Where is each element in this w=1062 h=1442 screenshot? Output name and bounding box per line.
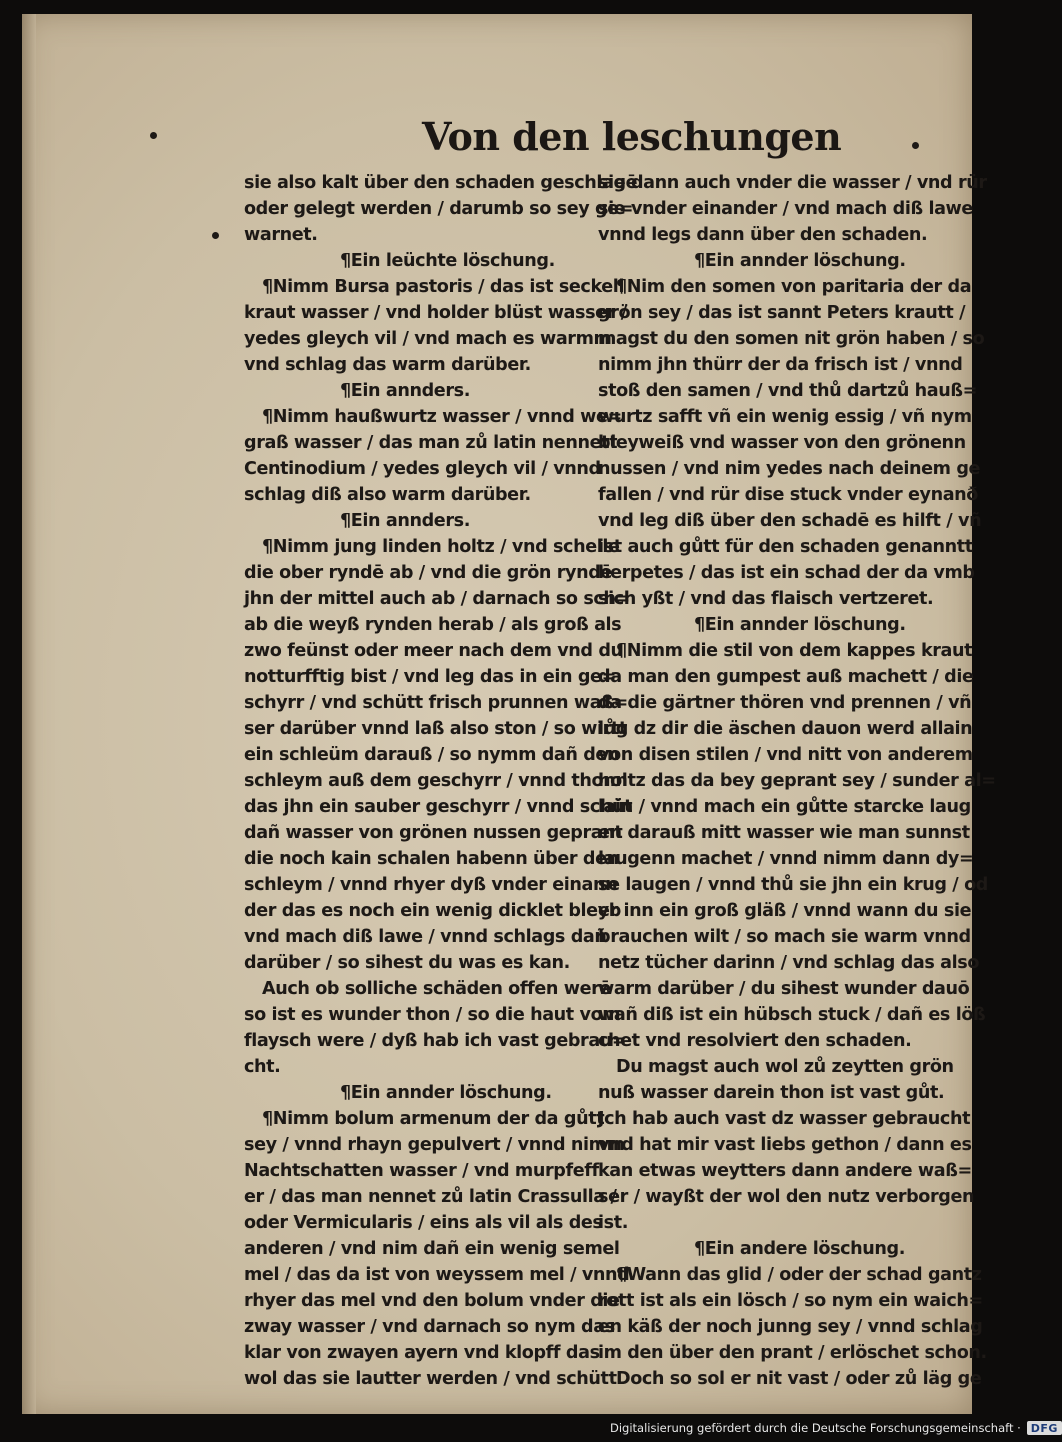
text-line: grön sey / das ist sannt Peters krautt / [598,303,966,323]
text-line: die ober ryndē ab / vnd die grön ryndē [244,563,612,583]
text-line: rott ist als ein lösch / so nym ein waich= [598,1291,983,1311]
text-line: ser darüber vnnd laß also ston / so wirtt [244,719,627,739]
margin-dot [212,232,219,239]
text-line: vnd hat mir vast liebs gethon / dann es [598,1135,972,1155]
text-line: lůg dz dir die äschen dauon werd allain [598,719,973,739]
text-line: kraut wasser / vnd holder blüst wasser / [244,303,627,323]
text-line: darüber / so sihest du was es kan. [244,953,570,973]
text-line: ist auch gůtt für den schaden genanntt [598,537,973,557]
page-gutter-shadow [22,14,36,1414]
text-line: wañ diß ist ein hübsch stuck / dañ es löß [598,1005,986,1025]
left-text-column [244,170,638,1392]
text-line: im den über den prant / erlöschet schon. [598,1343,987,1363]
text-line: oder Vermicularis / eins als vil als des [244,1213,603,1233]
text-line: so ist es wunder thon / so die haut vom [244,1005,621,1025]
digitization-credit [610,1418,1062,1438]
text-line: stoß den samen / vnd thů dartzů hauß= [598,381,977,401]
text-line: sie dann auch vnder die wasser / vnd rür [598,173,987,193]
text-line: ist. [598,1213,628,1233]
text-line: dañ wasser von grönen nussen geprant [244,823,623,843]
text-line: sie vnder einander / vnd mach diß lawe [598,199,973,219]
text-line: ¶Ein annder löschung. [694,251,906,271]
book-page [22,14,996,1414]
text-line: ¶Ein annder löschung. [340,1083,552,1103]
text-line: Auch ob solliche schäden offen werē [262,979,611,999]
text-line: der das es noch ein wenig dicklet bleyb [244,901,621,921]
footer-text: Digitalisierung gefördert durch die Deutsche Forschungsgemeinschaft · [610,1421,1021,1435]
text-line: zway wasser / vnd darnach so nym das [244,1317,615,1337]
text-line: ¶Ein andere löschung. [694,1239,906,1259]
text-line: ¶Nimm Bursa pastoris / das ist seckell [262,277,625,297]
text-line: vnd leg diß über den schadē es hilft / vñ [598,511,982,531]
text-line: er / das man nennet zů latin Crassulla / [244,1187,617,1207]
text-line: Nachtschatten wasser / vnd murpfeff [244,1161,599,1181]
text-line: yedes gleych vil / vnd mach es warmm [244,329,612,349]
text-line: da die gärtner thören vnd prennen / vñ [598,693,972,713]
text-line: Du magst auch wol zů zeytten grön [616,1057,954,1077]
text-line: ¶Nim den somen von paritaria der da [616,277,972,297]
text-line: ein schleüm darauß / so nymm dañ den [244,745,620,765]
text-line: ¶Wann das glid / oder der schad gantz [616,1265,982,1285]
text-line: lain / vnnd mach ein gůtte starcke laug [598,797,971,817]
text-line: holtz das da bey geprant sey / sunder al= [598,771,996,791]
text-line: das jhn ein sauber geschyrr / vnnd schüt [244,797,633,817]
text-line: graß wasser / das man zů latin nennett [244,433,618,453]
text-line: klar von zwayen ayern vnd klopff das [244,1343,600,1363]
text-line: kan etwas weytters dann andere waß= [598,1161,972,1181]
text-line: schyrr / vnd schütt frisch prunnen waß= [244,693,628,713]
text-line: wurtz safft vñ ein wenig essig / vñ nym [598,407,972,427]
running-head: Von den leschungen [422,114,842,159]
text-line: ¶Nimm bolum armenum der da gůtt [262,1109,605,1129]
text-line: ser / wayßt der wol den nutz verborgen [598,1187,975,1207]
margin-dot [912,142,919,149]
text-line: ¶Nimm jung linden holtz / vnd schelle [262,537,620,557]
text-line: cht. [244,1057,281,1077]
text-line: rhyer das mel vnd den bolum vnder die [244,1291,620,1311]
text-line: wol das sie lautter werden / vnd schütt [244,1369,617,1389]
text-line: Doch so sol er nit vast / oder zů läg ge [616,1369,982,1389]
text-line: Centinodium / yedes gleych vil / vnnd [244,459,601,479]
text-line: von disen stilen / vnd nitt von anderem [598,745,973,765]
text-line: chet vnd resolviert den schaden. [598,1031,912,1051]
text-line: anderen / vnd nim dañ ein wenig semel [244,1239,620,1259]
text-line: sich yßt / vnd das flaisch vertzeret. [598,589,934,609]
text-line: ¶Ein annders. [340,511,470,531]
text-line: nimm jhn thürr der da frisch ist / vnnd [598,355,963,375]
right-text-column [598,170,996,1392]
text-line: notturfftig bist / vnd leg das in ein ge= [244,667,616,687]
text-line: vnd mach diß lawe / vnnd schlags dañ [244,927,607,947]
text-line: netz tücher darinn / vnd schlag das also [598,953,980,973]
text-line: Jch hab auch vast dz wasser gebraucht [598,1109,971,1129]
text-line: ¶Ein annder löschung. [694,615,906,635]
text-line: ¶Nimm haußwurtz wasser / vnnd we= [262,407,622,427]
text-line: herpetes / das ist ein schad der da vmb [598,563,975,583]
text-line: en käß der noch junng sey / vnnd schlag [598,1317,983,1337]
margin-dot [150,132,157,139]
text-line: warm darüber / du sihest wunder dauō [598,979,970,999]
text-line: ¶Ein leüchte löschung. [340,251,555,271]
text-line: nussen / vnd nim yedes nach deinem ge [598,459,981,479]
text-line: ¶Ein annders. [340,381,470,401]
dfg-logo-icon: DFG [1027,1421,1062,1435]
text-line: er inn ein groß gläß / vnnd wann du sie [598,901,972,921]
text-line: magst du den somen nit grön haben / so [598,329,985,349]
text-line: schleym auß dem geschyrr / vnnd thonn [244,771,628,791]
text-line: die noch kain schalen habenn über den [244,849,619,869]
text-line: laugenn machet / vnnd nimm dann dy= [598,849,974,869]
text-line: ¶Nimm die stil von dem kappes kraut [616,641,973,661]
text-line: schlag diß also warm darüber. [244,485,531,505]
text-line: mel / das da ist von weyssem mel / vnnd [244,1265,630,1285]
text-line: sie also kalt über den schaden geschlagē [244,173,638,193]
text-line: flaysch were / dyß hab ich vast gebrau= [244,1031,627,1051]
text-line: jhn der mittel auch ab / darnach so sch= [244,589,630,609]
text-line: schleym / vnnd rhyer dyß vnder einann [244,875,618,895]
text-line: ab die weyß rynden herab / als groß als [244,615,622,635]
text-line: vnd schlag das warm darüber. [244,355,531,375]
text-line: warnet. [244,225,318,245]
text-line: brauchen wilt / so mach sie warm vnnd [598,927,971,947]
text-line: da man den gumpest auß machett / die [598,667,974,687]
text-line: fallen / vnd rür dise stuck vnder eynanð [598,485,978,505]
text-line: zwo feünst oder meer nach dem vnd du [244,641,623,661]
text-line: se laugen / vnnd thů sie jhn ein krug / od [598,875,988,895]
text-line: bleyweiß vnd wasser von den grönenn [598,433,966,453]
text-line: vnnd legs dann über den schaden. [598,225,928,245]
text-line: oder gelegt werden / darumb so sey ge= [244,199,634,219]
text-line: sey / vnnd rhayn gepulvert / vnnd nimm [244,1135,625,1155]
text-line: en darauß mitt wasser wie man sunnst [598,823,970,843]
text-line: nuß wasser darein thon ist vast gůt. [598,1083,945,1103]
